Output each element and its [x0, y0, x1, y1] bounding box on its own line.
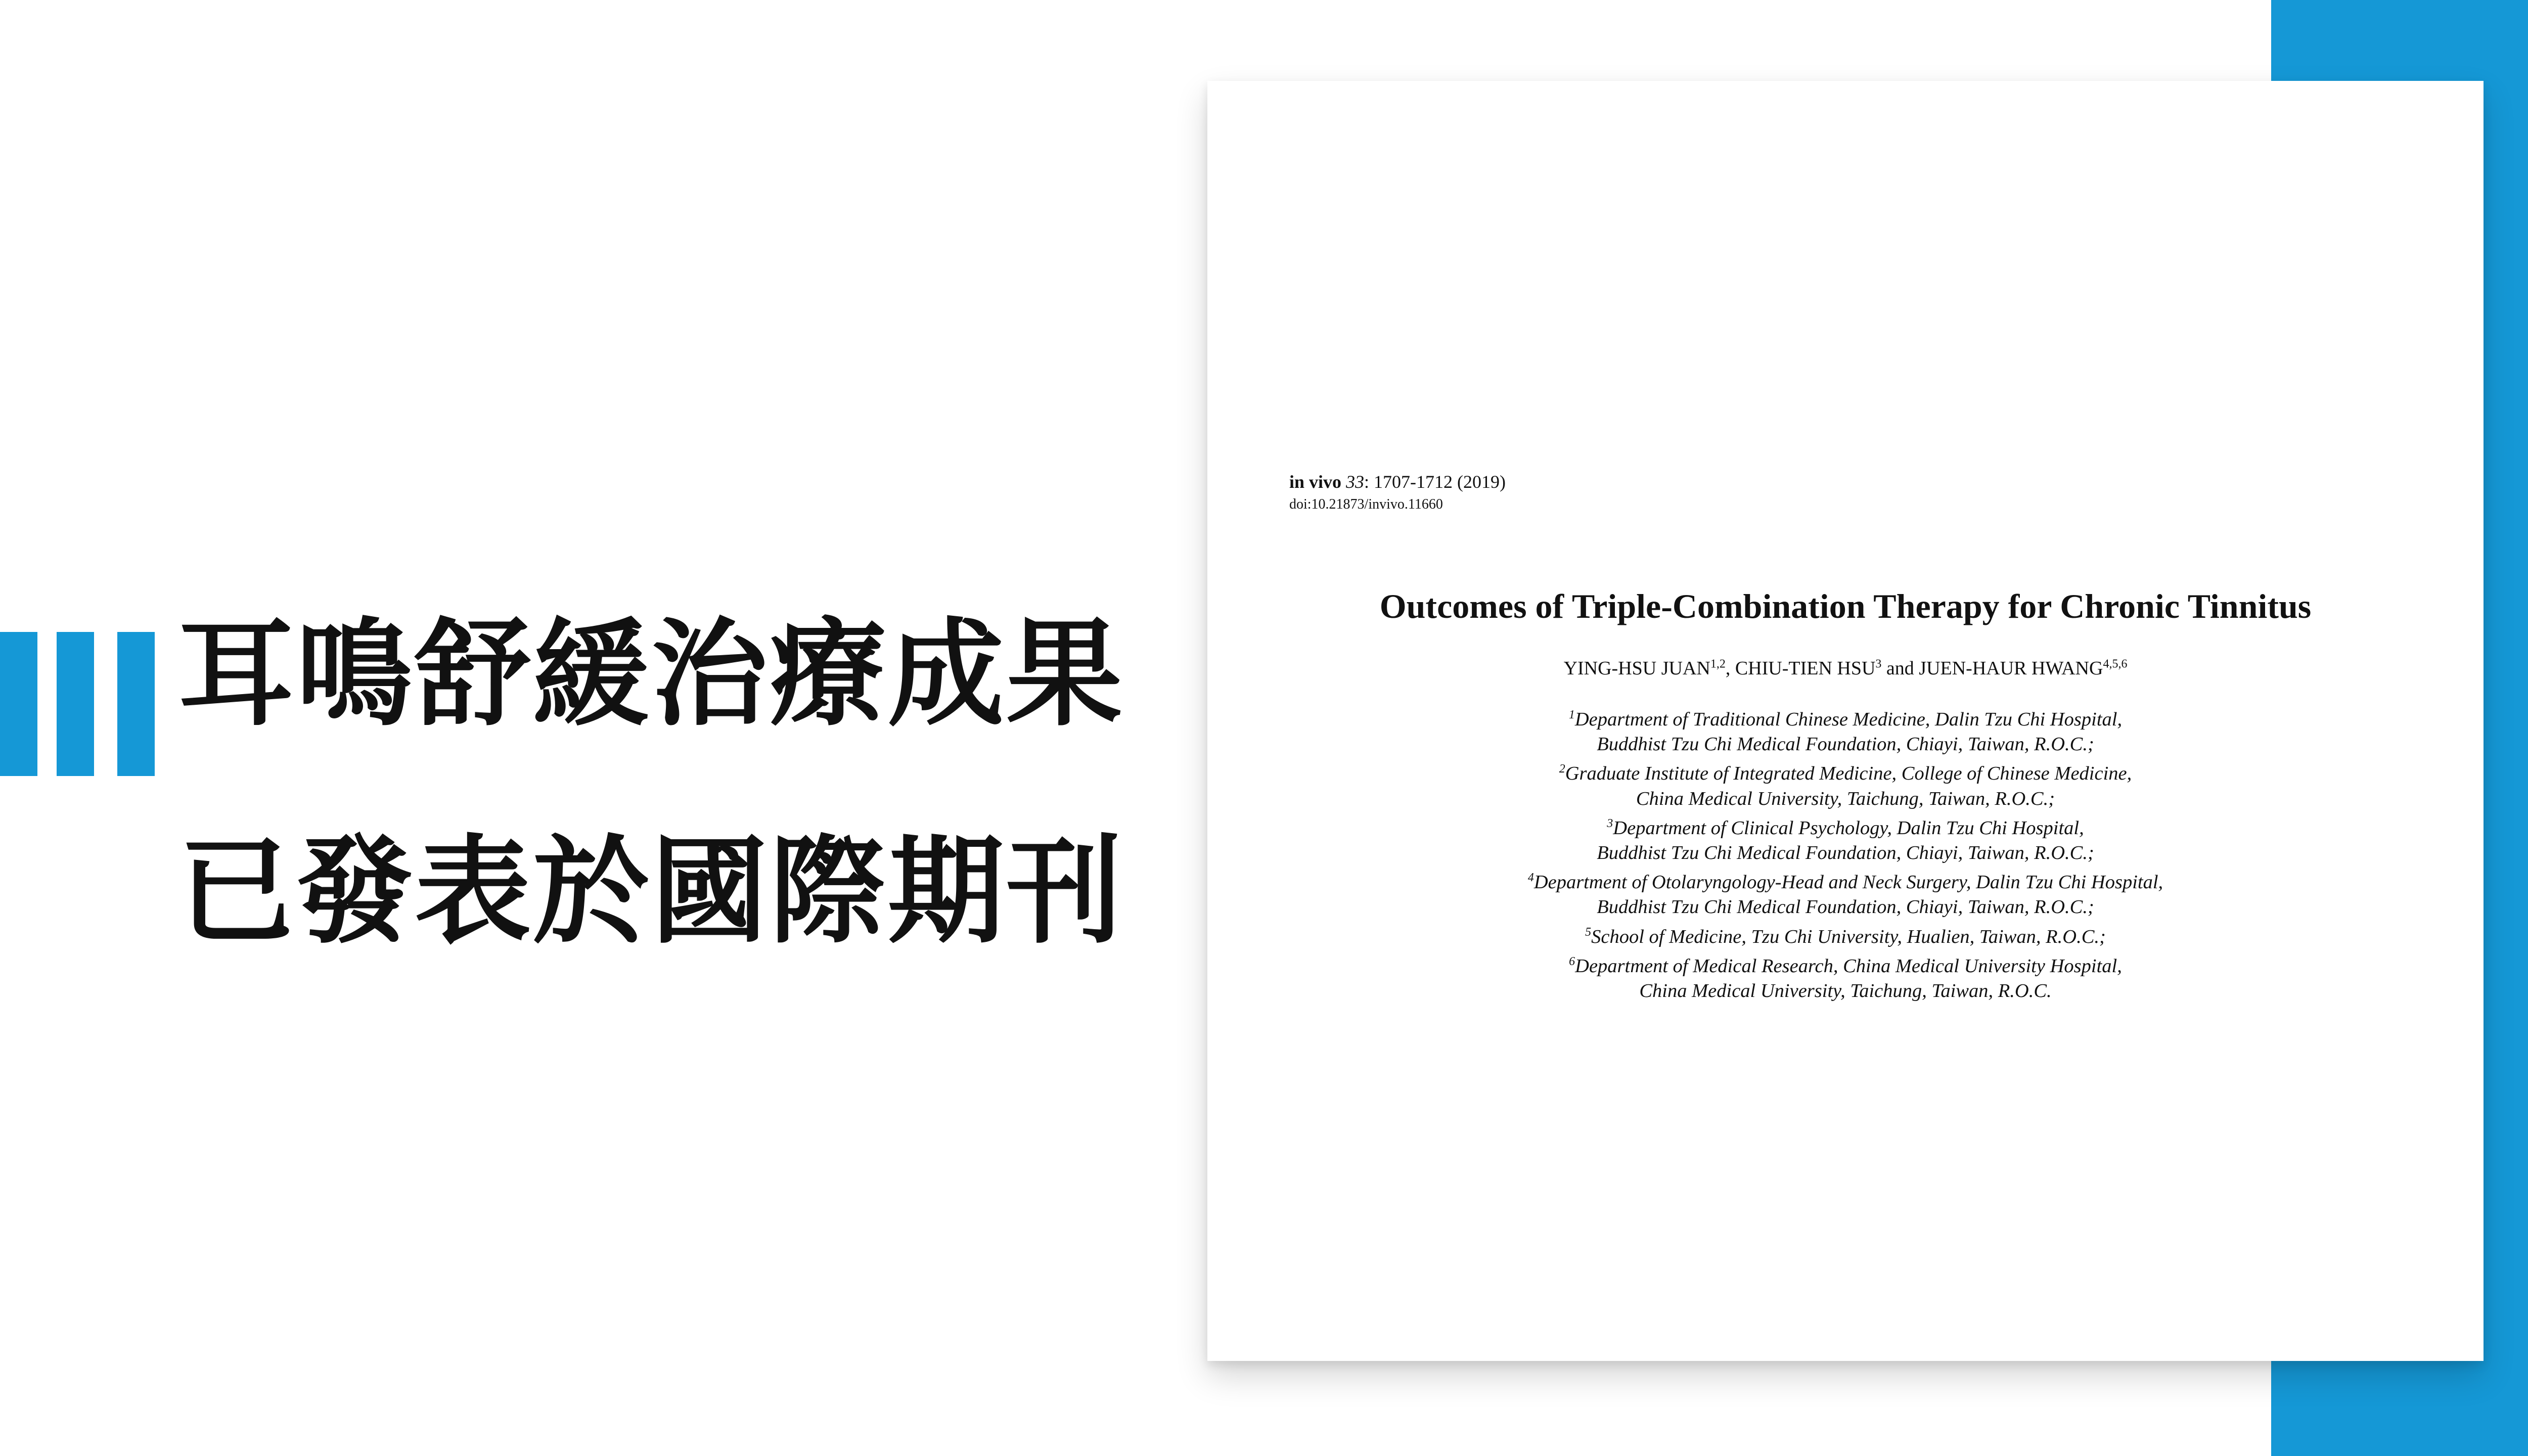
doi: doi:10.21873/invivo.11660 — [1289, 496, 1443, 512]
affiliation-line — [1207, 949, 2484, 979]
author-name: YING-HSU JUAN — [1563, 658, 1710, 679]
paper-page — [1207, 81, 2484, 1361]
journal-volume: 33 — [1346, 472, 1365, 492]
affiliation-line — [1207, 787, 2484, 811]
affiliation-text: China Medical University, Taichung, Taiwan, R.O.C.; — [1636, 788, 2055, 809]
journal-pages-year: : 1707-1712 (2019) — [1364, 472, 1506, 492]
affiliation-line — [1207, 920, 2484, 949]
affiliation-marker: 1 — [1568, 708, 1575, 721]
affiliation-text: Department of Traditional Chinese Medicine, Dalin Tzu Chi Hospital, — [1574, 708, 2123, 730]
affiliation-marker: 5 — [1585, 925, 1592, 939]
journal-name: in vivo — [1289, 472, 1342, 492]
affiliation-text: Department of Otolaryngology-Head and Neck Surgery, Dalin Tzu Chi Hospital, — [1533, 872, 2163, 893]
author-name: JUEN-HAUR HWANG — [1919, 658, 2103, 679]
affiliation-line — [1207, 757, 2484, 786]
accent-bar-2 — [57, 632, 94, 776]
affiliation-marker: 3 — [1607, 816, 1613, 830]
accent-bar-1 — [0, 632, 37, 776]
affiliation-text: School of Medicine, Tzu Chi University, Hualien, Taiwan, R.O.C.; — [1591, 926, 2106, 947]
author-separator: and — [1881, 658, 1919, 679]
affiliation-line — [1207, 811, 2484, 841]
affiliation-marker: 6 — [1569, 954, 1575, 968]
paper-authors — [1207, 657, 2484, 679]
affiliation-text: Buddhist Tzu Chi Medical Foundation, Chiayi, Taiwan, R.O.C.; — [1597, 842, 2094, 863]
affiliation-line — [1207, 895, 2484, 920]
affiliation-text: Buddhist Tzu Chi Medical Foundation, Chiayi, Taiwan, R.O.C.; — [1597, 734, 2094, 755]
author-affiliation-marker: 1,2 — [1710, 657, 1726, 671]
journal-citation — [1289, 471, 1506, 492]
author-separator: , — [1725, 658, 1735, 679]
headline-line-1: 耳鳴舒緩治療成果 — [178, 607, 1125, 742]
headline-line-2: 已發表於國際期刊 — [178, 825, 1125, 960]
affiliation-text: Buddhist Tzu Chi Medical Foundation, Chiayi, Taiwan, R.O.C.; — [1597, 896, 2094, 918]
affiliation-marker: 2 — [1559, 762, 1565, 776]
affiliation-line — [1207, 979, 2484, 1004]
affiliation-line — [1207, 841, 2484, 866]
affiliation-line — [1207, 866, 2484, 895]
author-affiliation-marker: 3 — [1875, 657, 1882, 671]
affiliation-text: Department of Medical Research, China Medical University Hospital, — [1575, 955, 2122, 977]
affiliation-marker: 4 — [1527, 871, 1534, 885]
paper-affiliations — [1207, 703, 2484, 1004]
author-name: CHIU-TIEN HSU — [1735, 658, 1876, 679]
author-affiliation-marker: 4,5,6 — [2103, 657, 2128, 671]
accent-bar-3 — [117, 632, 155, 776]
affiliation-line — [1207, 732, 2484, 757]
paper-title: Outcomes of Triple-Combination Therapy for Chronic Tinnitus — [1379, 587, 2312, 625]
affiliation-text: Graduate Institute of Integrated Medicine, College of Chinese Medicine, — [1565, 763, 2132, 785]
affiliation-text: China Medical University, Taichung, Taiwan, R.O.C. — [1639, 980, 2052, 1002]
affiliation-text: Department of Clinical Psychology, Dalin Tzu Chi Hospital, — [1613, 817, 2084, 839]
affiliation-line — [1207, 703, 2484, 732]
